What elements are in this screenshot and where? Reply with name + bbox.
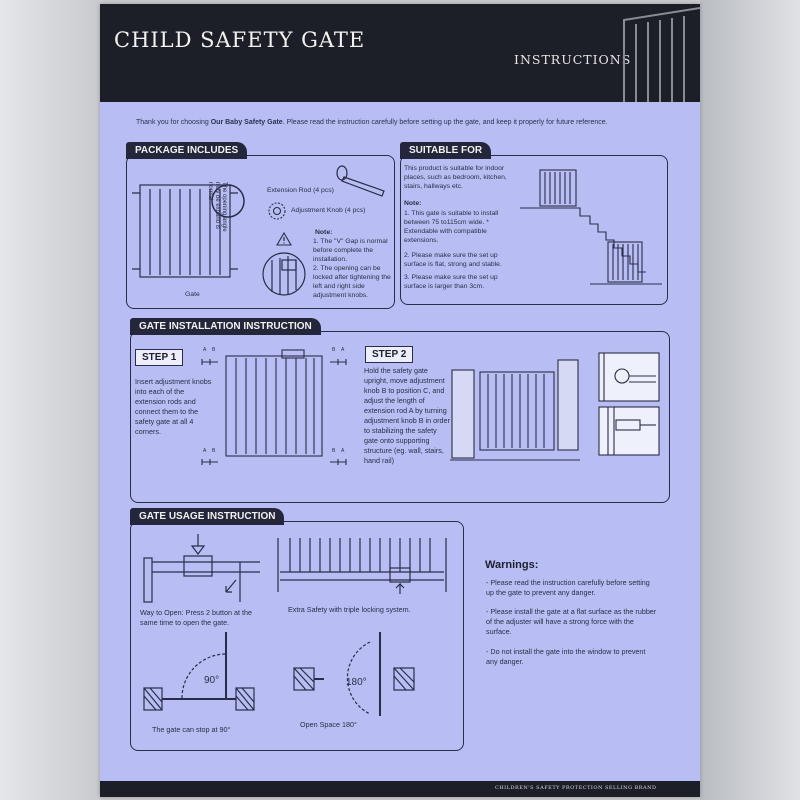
intro-after: . Please read the instruction carefully before setting up the gate, and keep it properly for future reference. (282, 119, 608, 126)
footer-band (100, 781, 700, 797)
knob-detail-bottom-illustration (598, 406, 660, 456)
warnings-title: Warnings: (485, 559, 539, 571)
adjustment-knob-icon (267, 201, 287, 221)
swing-90-illustration (142, 628, 262, 720)
header-band (100, 4, 700, 102)
marker-b-top-left: B (212, 347, 216, 353)
swing-180-illustration (290, 628, 420, 720)
warning-2: - Please install the gate at a flat surface as the rubber of the adjuster will have a strong force with the surface. (486, 607, 657, 636)
background-left (0, 0, 100, 800)
suitable-note-2: 2. Please make sure the set up surface is flat, strong and stable. (404, 252, 502, 268)
suitable-tab: SUITABLE FOR (400, 142, 491, 159)
triple-lock-illustration (266, 532, 456, 602)
gate-illustration (130, 179, 250, 291)
suitable-note-title: Note: (404, 200, 422, 207)
way-to-open-text: Way to Open: Press 2 button at the same time to open the gate. (140, 608, 252, 627)
extension-rod-icon (332, 163, 390, 199)
adjustment-knob-label: Adjustment Knob (4 pcs) (291, 207, 366, 214)
angle-90-label: 90° (204, 675, 220, 686)
open-space-text: Open Space 180° (300, 720, 357, 729)
warning-3: - Do not install the gate into the window to prevent any danger. (486, 647, 646, 666)
page-subtitle: INSTRUCTIONS (514, 52, 632, 67)
marker-a-top-right: A (341, 347, 345, 353)
instruction-sheet (100, 4, 700, 797)
footer-text: CHILDREN'S SAFETY PROTECTION SELLING BRAND (495, 785, 657, 791)
marker-a-bottom-right: A (341, 448, 345, 454)
stop-90-text: The gate can stop at 90° (152, 725, 231, 734)
intro-brand: Our Baby Safety Gate (210, 119, 283, 126)
angle-180-label: 180° (346, 677, 367, 688)
package-note-1: 1. The "V" Gap is normal before complete the installation. (313, 238, 388, 263)
marker-b-bottom-left: B (212, 448, 216, 454)
suitable-note-3: 3. Please make sure the set up surface is larger than 3cm. (404, 274, 498, 290)
usage-tab: GATE USAGE INSTRUCTION (130, 508, 284, 525)
suitable-note-1: 1. This gate is suitable to install between 75 to115cm wide. * Extendable with compatible extensions. (404, 210, 499, 244)
extra-safety-text: Extra Safety with triple locking system. (288, 605, 411, 614)
marker-b-top-right: B (332, 347, 336, 353)
intro-text (136, 119, 696, 126)
marker-a-bottom-left: A (203, 448, 207, 454)
background-right (700, 0, 800, 800)
extension-rod-label: Extension Rod (4 pcs) (267, 187, 334, 194)
page-title: CHILD SAFETY GATE (114, 28, 366, 52)
marker-a-top-left: A (203, 347, 207, 353)
gate-corner-photo-illustration (620, 4, 700, 102)
suitable-description: This product is suitable for indoor places, such as bedroom, kitchen, stairs, hallways etc. (404, 165, 507, 190)
package-tab: PACKAGE INCLUDES (126, 142, 247, 159)
package-note-title: Note: (315, 229, 333, 236)
step1-badge: STEP 1 (135, 349, 183, 366)
step2-gate-illustration (450, 356, 580, 466)
intro-before: Thank you for choosing (136, 119, 211, 126)
step2-text: Hold the safety gate upright, move adjustment knob B to position C, and adjust the length of extension rod A by turning adjustment knob B in order to stabilizing the safety gate onto supporting structure (eg. wall, stairs, hand rail) (364, 366, 450, 465)
angle-note-vertical: The opening angle may be expand is normal (207, 182, 227, 232)
warning-1: - Please read the instruction carefully before setting up the gate to prevent any danger. (486, 578, 650, 597)
warning-triangle-icon (276, 232, 292, 246)
knob-detail-top-illustration (598, 352, 660, 402)
installation-tab: GATE INSTALLATION INSTRUCTION (130, 318, 321, 335)
step2-badge: STEP 2 (365, 346, 413, 363)
marker-b-bottom-right: B (332, 448, 336, 454)
step1-text: Insert adjustment knobs into each of the extension rods and connect them to the safety gate at all 4 corners. (135, 377, 212, 436)
press-button-illustration (140, 532, 270, 602)
gate-label: Gate (185, 291, 200, 298)
stairs-illustration (520, 164, 662, 294)
package-note-2: 2. The opening can be locked after tightening the left and right side adjustment knobs. (313, 265, 391, 299)
v-gap-closeup-illustration (258, 248, 314, 298)
